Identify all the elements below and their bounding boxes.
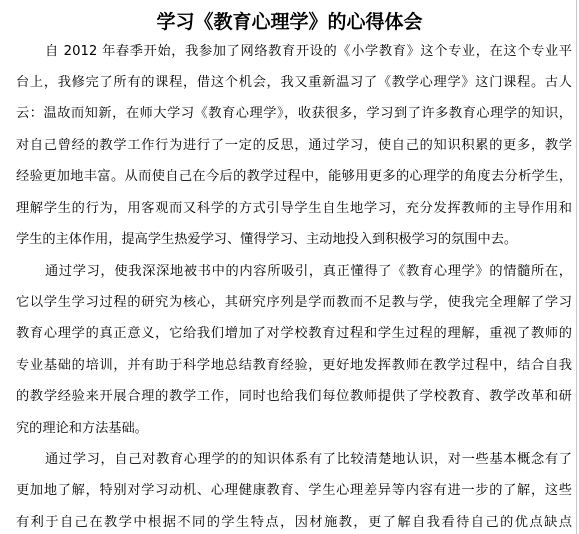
paragraph-3-line-3: 有利于自己在教学中根据不同的学生特点，因材施教，更了解自我看待自己的优点缺点: [16, 515, 572, 530]
paragraph-2-line-6: 究的理论和方法基础。: [16, 421, 148, 436]
paragraph-1-line-4: 对自己曾经的教学工作行为进行了一定的反思，通过学习，使自己的知识积累的更多，教学: [16, 138, 572, 153]
paragraph-2-line-1: 通过学习，使我深深地被书中的内容所吸引，真正懂得了《教育心理学》的情髓所在，: [45, 264, 572, 279]
paragraph-2-line-2: 它以学生学习过程的研究为核心，其研究序列是学而教而不足教与学，使我完全理解了学习: [16, 295, 572, 310]
paragraph-1-line-3: 云：温故而知新，在师大学习《教育心理学》，收获很多，学习到了许多教育心理学的知识，: [16, 106, 572, 121]
paragraph-1-line-7: 学生的主体作用，提高学生热爱学习、懂得学习、主动地投入到积极学习的氛围中去。: [16, 232, 518, 247]
paragraph-1-line-6: 理解学生的行为，用客观而又科学的方式引导学生自生地学习，充分发挥教师的主导作用和: [16, 201, 572, 216]
paragraph-2-line-3: 教育心理学的真正意义，它给我们增加了对学校教育过程和学生过程的理解，重视了教师的: [16, 326, 572, 341]
page-edge-divider: [576, 0, 577, 534]
document-title: 学习《教育心理学》的心得体会: [156, 11, 423, 33]
paragraph-3-line-1: 通过学习，自己对教育心理学的的知识体系有了比较清楚地认识，对一些基本概念有了: [45, 452, 572, 467]
paragraph-2-line-4: 专业基础的培训，并有助于科学地总结教育经验，更好地发挥教师在教学过程中，结合自我: [16, 358, 572, 373]
paragraph-1-line-2: 台上，我修完了所有的课程，借这个机会，我又重新温习了《教学心理学》这门课程。古人: [16, 75, 572, 90]
paragraph-2-line-5: 的教学经验来开展合理的教学工作，同时也给我们每位教师提供了学校教育、教学改革和研: [16, 389, 572, 404]
paragraph-3-line-2: 更加地了解，特别对学习动机、心理健康教育、学生心理差异等内容有进一步的了解，这些: [16, 483, 572, 498]
paragraph-1-line-1: 自 2012 年春季开始，我参加了网络教育开设的《小学教育》这个专业，在这个专业平: [45, 44, 572, 59]
paragraph-1-line-5: 经验更加地丰富。从而使自己在今后的教学过程中，能够用更多的心理学的角度去分析学生，: [16, 169, 572, 184]
